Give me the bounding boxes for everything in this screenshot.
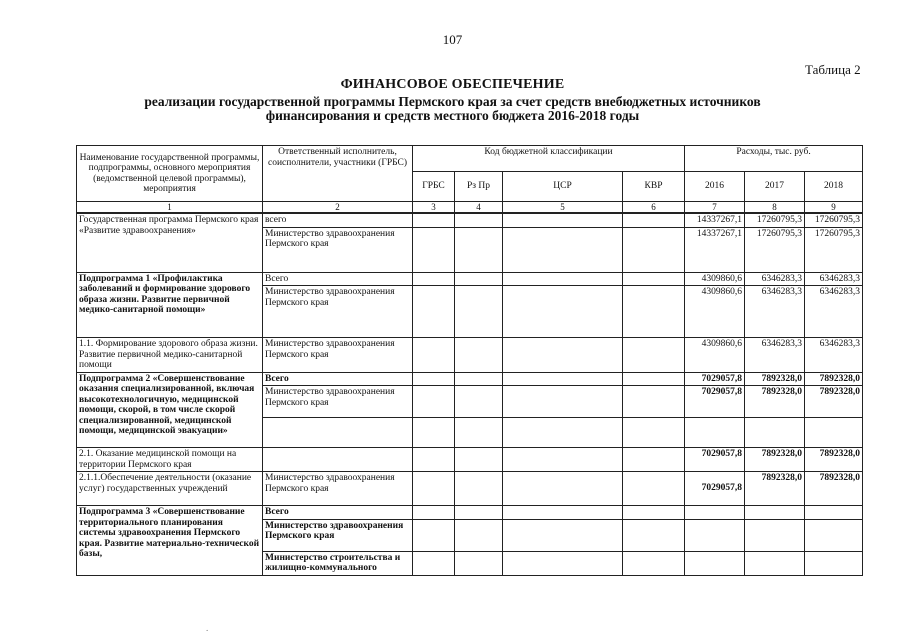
col-num-8: 8 xyxy=(745,202,805,214)
col-num-4: 4 xyxy=(455,202,503,214)
sp2-min-2017: 7892328,0 xyxy=(745,386,805,418)
document-title: ФИНАНСОВОЕ ОБЕСПЕЧЕНИЕ xyxy=(340,77,565,92)
gp-min-2018: 17260795,3 xyxy=(805,227,863,272)
sp1-name: Подпрограмма 1 «Профилактика заболеваний и формирование здорового образа жизни. Развитие первичной медико-санитарной помощи» xyxy=(77,272,263,338)
gp-total-label: всего xyxy=(263,213,413,227)
gp-min-2017: 17260795,3 xyxy=(745,227,805,272)
table-row xyxy=(77,448,863,472)
header-row-1 xyxy=(77,146,863,172)
col-num-2: 2 xyxy=(263,202,413,214)
m11-label: Министерство здравоохранения Пермского края xyxy=(263,338,413,373)
col-num-9: 9 xyxy=(805,202,863,214)
subtitle-line-2: финансирования и средств местного бюджета 2016-2018 годы xyxy=(265,108,640,123)
column-number-row xyxy=(77,202,863,214)
sp3-name: Подпрограмма 3 «Совершенствование территориального планирования системы здравоохранения Пермского края. Развитие материально-технической базы, xyxy=(77,506,263,576)
sp2-min-2016: 7029057,8 xyxy=(685,386,745,418)
m11-2017: 6346283,3 xyxy=(745,338,805,373)
sp1-min-2017: 6346283,3 xyxy=(745,286,805,338)
m211-label: Министерство здравоохранения Пермского края xyxy=(263,472,413,506)
col-num-1: 1 xyxy=(77,202,263,214)
header-grbs: ГРБС xyxy=(413,172,455,202)
gp-min-2016: 14337267,1 xyxy=(685,227,745,272)
table-row xyxy=(77,338,863,373)
sp1-min-2018: 6346283,3 xyxy=(805,286,863,338)
sp1-total-2016: 4309860,6 xyxy=(685,272,745,286)
m211-name: 2.1.1.Обеспечение деятельности (оказание услуг) государственных учреждений xyxy=(77,472,263,506)
gp-total-2016: 14337267,1 xyxy=(685,213,745,227)
m21-name: 2.1. Оказание медицинской помощи на территории Пермского края xyxy=(77,448,263,472)
sp3-min-label: Министерство здравоохранения Пермского края xyxy=(263,519,413,551)
financing-table xyxy=(76,145,863,576)
gp-min-label: Министерство здравоохранения Пермского края xyxy=(263,227,413,272)
page-number: 107 xyxy=(442,32,463,47)
m211-2018: 7892328,0 xyxy=(805,472,863,506)
sp2-total-2017: 7892328,0 xyxy=(745,372,805,386)
sp3-minstroy-label: Министерство строительства и жилищно-коммунального xyxy=(263,551,413,575)
sp1-total-label: Всего xyxy=(263,272,413,286)
table-row xyxy=(77,213,863,227)
col-num-5: 5 xyxy=(503,202,623,214)
m11-2018: 6346283,3 xyxy=(805,338,863,373)
sp2-min-label: Министерство здравоохранения Пермского края xyxy=(263,386,413,418)
gp-name: Государственная программа Пермского края «Развитие здравоохранения» xyxy=(77,213,263,272)
col-num-6: 6 xyxy=(623,202,685,214)
m211-2017: 7892328,0 xyxy=(745,472,805,506)
sp1-total-2018: 6346283,3 xyxy=(805,272,863,286)
m11-2016: 4309860,6 xyxy=(685,338,745,373)
sp2-total-label: Всего xyxy=(263,372,413,386)
scan-mark: . xyxy=(206,623,209,633)
header-2016: 2016 xyxy=(685,172,745,202)
m21-2017: 7892328,0 xyxy=(745,448,805,472)
header-code-group: Код бюджетной классификации xyxy=(413,146,685,172)
sp2-min-2018: 7892328,0 xyxy=(805,386,863,418)
gp-total-2017: 17260795,3 xyxy=(745,213,805,227)
header-csr: ЦСР xyxy=(503,172,623,202)
gp-total-2018: 17260795,3 xyxy=(805,213,863,227)
table-row xyxy=(77,506,863,520)
sp1-min-2016: 4309860,6 xyxy=(685,286,745,338)
table-label: Таблица 2 xyxy=(805,62,861,77)
header-kvr: КВР xyxy=(623,172,685,202)
header-expenses-group: Расходы, тыс. руб. xyxy=(685,146,863,172)
m21-2016: 7029057,8 xyxy=(685,448,745,472)
sp3-total-label: Всего xyxy=(263,506,413,520)
m11-name: 1.1. Формирование здорового образа жизни. Развитие первичной медико-санитарной помощи xyxy=(77,338,263,373)
table-row xyxy=(77,372,863,386)
header-2017: 2017 xyxy=(745,172,805,202)
sp1-min-label: Министерство здравоохранения Пермского края xyxy=(263,286,413,338)
sp1-total-2017: 6346283,3 xyxy=(745,272,805,286)
table-row xyxy=(77,272,863,286)
sp2-total-2018: 7892328,0 xyxy=(805,372,863,386)
sp2-name: Подпрограмма 2 «Совершенствование оказания специализированной, включая высокотехнологичную, медицинской помощи, скорой, в том числе скорой специализированной, медицинской помощи, медицинской эвакуации» xyxy=(77,372,263,448)
header-2018: 2018 xyxy=(805,172,863,202)
header-name: Наименование государственной программы, подпрограммы, основного мероприятия (ведомственной целевой программы), мероприятия xyxy=(77,146,263,202)
table-row xyxy=(77,472,863,506)
col-num-7: 7 xyxy=(685,202,745,214)
m21-2018: 7892328,0 xyxy=(805,448,863,472)
header-rzpr: Рз Пр xyxy=(455,172,503,202)
subtitle-line-1: реализации государственной программы Пермского края за счет средств внебюджетных источников xyxy=(144,94,761,109)
document-subtitle xyxy=(0,95,905,123)
col-num-3: 3 xyxy=(413,202,455,214)
sp2-total-2016: 7029057,8 xyxy=(685,372,745,386)
header-executor: Ответственный исполнитель, соисполнители, участники (ГРБС) xyxy=(263,146,413,202)
m211-2016: 7029057,8 xyxy=(685,472,745,506)
